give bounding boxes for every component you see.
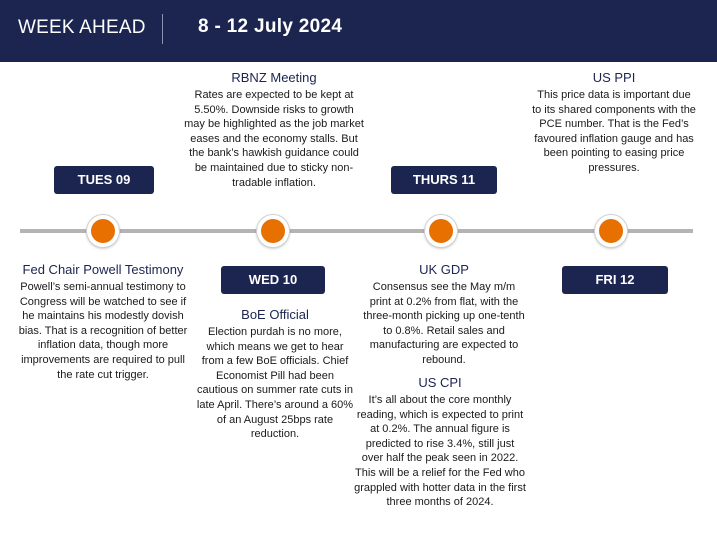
event-boe-official — [196, 307, 354, 442]
event-title: UK GDP — [419, 262, 469, 277]
day-label-wed: WED 10 — [221, 266, 325, 294]
event-title: US PPI — [592, 70, 636, 85]
event-description: It’s all about the core monthly reading, which is expected to print at 0.2%. The annual figure is predicted to rise 3.4%, still just over half the peak seen in 2022. This will be a relief for the Fed who grappled with hotter data in the first three months of 2024. — [354, 394, 526, 509]
event-title: US CPI — [418, 375, 462, 390]
event-us-ppi — [532, 70, 696, 176]
event-title: BoE Official — [241, 307, 309, 322]
timeline-marker-fri — [595, 215, 627, 247]
event-description: Rates are expected to be kept at 5.50%. Downside risks to growth may be highlighted as the job market eases and the economy stalls. But the bank’s hawkish guidance could be maintained due to sticky non-tradable inflation. — [184, 89, 364, 189]
timeline-marker-tue — [87, 215, 119, 247]
timeline-marker-wed — [257, 215, 289, 247]
day-label-thu: THURS 11 — [391, 166, 497, 194]
timeline-marker-thu — [425, 215, 457, 247]
event-rbnz — [184, 70, 364, 190]
event-powell-testimony — [14, 262, 192, 382]
event-title: Fed Chair Powell Testimony — [22, 262, 184, 277]
event-uk-gdp — [362, 262, 526, 368]
event-us-cpi — [354, 375, 526, 510]
event-description: Election purdah is no more, which means we get to hear from a few BoE officials. Chief Economist Pill had been cautious on summer rate cuts in late April. There’s around a 60% of an August 25bps rate reduction. — [196, 326, 354, 441]
event-description: Consensus see the May m/m print at 0.2% from flat, with the three-month picking up one-tenth to 0.8%. Retail sales and manufacturing are expected to rebound. — [363, 281, 525, 366]
day-label-fri: FRI 12 — [562, 266, 668, 294]
day-label-tue: TUES 09 — [54, 166, 154, 194]
header-bar — [0, 0, 717, 62]
event-description: This price data is important due to its shared components with the PCE number. That is the Fed’s favoured inflation gauge and has been pointing to easing price pressures. — [532, 89, 696, 174]
header-divider — [162, 14, 163, 44]
timeline-line — [20, 229, 693, 233]
header-title: WEEK AHEAD — [18, 17, 146, 38]
event-description: Powell’s semi-annual testimony to Congress will be watched to see if he maintains his modestly dovish bias. That is a recognition of better inflation data, though more improvements are required to pull the rate cut trigger. — [18, 281, 188, 381]
event-title: RBNZ Meeting — [231, 70, 317, 85]
header-date-range: 8 - 12 July 2024 — [198, 16, 343, 37]
